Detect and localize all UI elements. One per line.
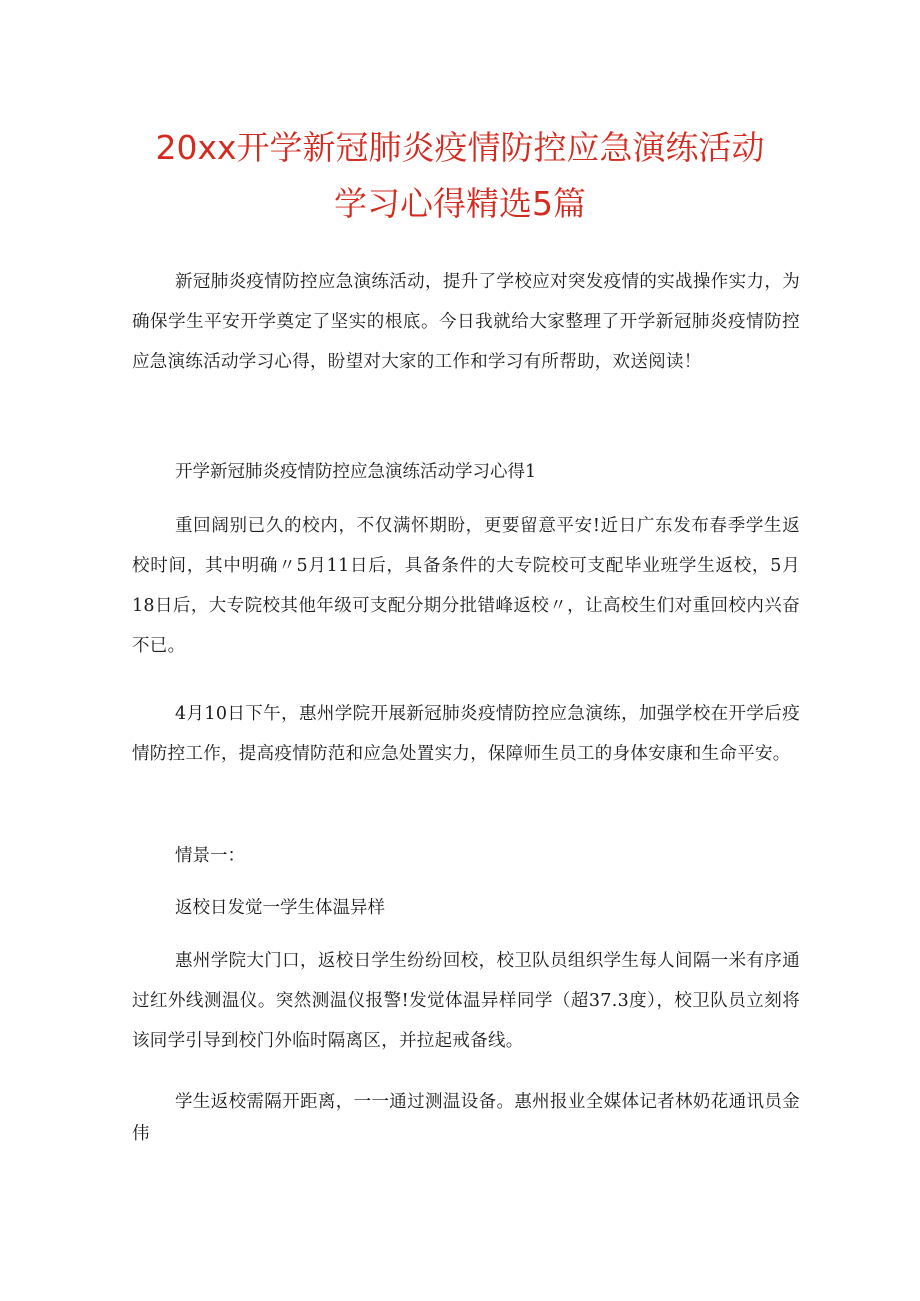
body-paragraph-3: 惠州学院大门口，返校日学生纷纷回校，校卫队员组织学生每人间隔一米有序通过红外线测温仪。突然测温仪报警!发觉体温异样同学（超37.3度），校卫队员立刻将该同学引导到校门外临时隔离区，并拉起戒备线。 xyxy=(132,951,800,1051)
body-paragraph-4: 学生返校需隔开距离，一一通过测温设备。惠州报业全媒体记者林奶花通讯员金伟 xyxy=(132,1092,800,1144)
section-heading-1: 开学新冠肺炎疫情防控应急演练活动学习心得1 xyxy=(175,462,537,482)
scene-title: 返校日发觉一学生体温异样 xyxy=(175,898,385,918)
document-title-line-1: 20xx开学新冠肺炎疫情防控应急演练活动 xyxy=(155,128,765,167)
document-title-line-2: 学习心得精选5篇 xyxy=(334,184,586,223)
intro-paragraph: 新冠肺炎疫情防控应急演练活动，提升了学校应对突发疫情的实战操作实力，为确保学生平安开学奠定了坚实的根底。今日我就给大家整理了开学新冠肺炎疫情防控应急演练活动学习心得，盼望对大家的工作和学习有所帮助，欢送阅读！ xyxy=(132,272,800,372)
body-paragraph-1: 重回阔别已久的校内，不仅满怀期盼，更要留意平安!近日广东发布春季学生返校时间，其中明确〃5月11日后，具备条件的大专院校可支配毕业班学生返校，5月18日后，大专院校其他年级可支配分期分批错峰返校〃，让高校生们对重回校内兴奋不已。 xyxy=(132,516,800,656)
scene-label: 情景一： xyxy=(175,846,245,866)
body-paragraph-2: 4月10日下午，惠州学院开展新冠肺炎疫情防控应急演练，加强学校在开学后疫情防控工作，提高疫情防范和应急处置实力，保障师生员工的身体安康和生命平安。 xyxy=(132,704,800,764)
